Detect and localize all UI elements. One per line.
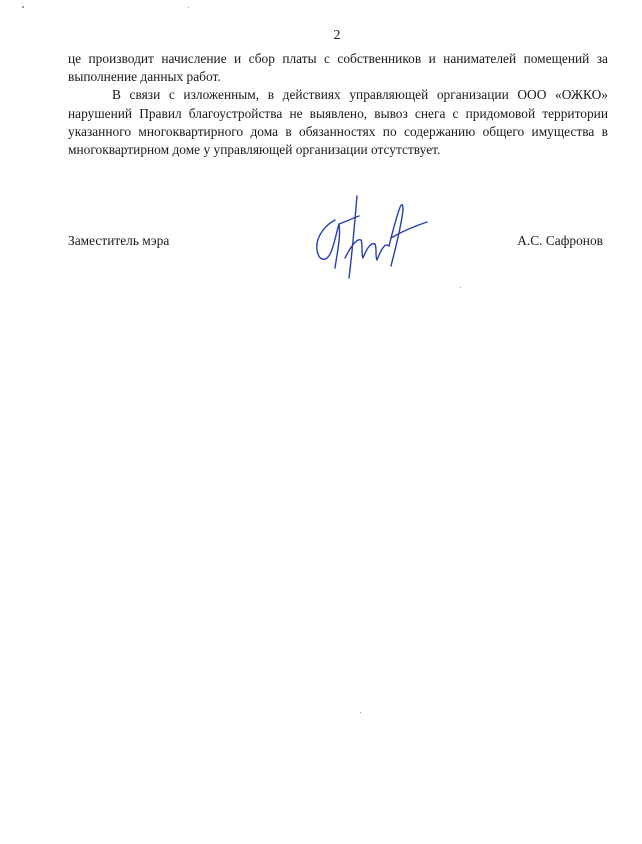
paragraph-conclusion: В связи с изложенным, в действиях управляющей организации ООО «ОЖКО» нарушений Правил благоустройства не выявлено, вывоз снега с придомовой территории указанного многоквартирного дома в обязанностях по содержанию общего имущества в многоквартирном доме у управляющей организации отсутствует. xyxy=(68,87,608,158)
scan-speck xyxy=(460,287,461,288)
scan-speck xyxy=(360,712,361,713)
scan-speck xyxy=(22,6,24,8)
signatory-title: Заместитель мэра xyxy=(68,233,170,248)
handwritten-signature-icon xyxy=(305,188,435,283)
body-text xyxy=(68,50,608,159)
page-number: 2 xyxy=(333,28,341,43)
signatory-name: А.С. Сафронов xyxy=(517,233,603,248)
paragraph-continuation: це производит начисление и сбор платы с собственников и нанимателей помещений за выполнение данных работ. xyxy=(68,51,608,85)
scan-speck xyxy=(188,7,189,8)
